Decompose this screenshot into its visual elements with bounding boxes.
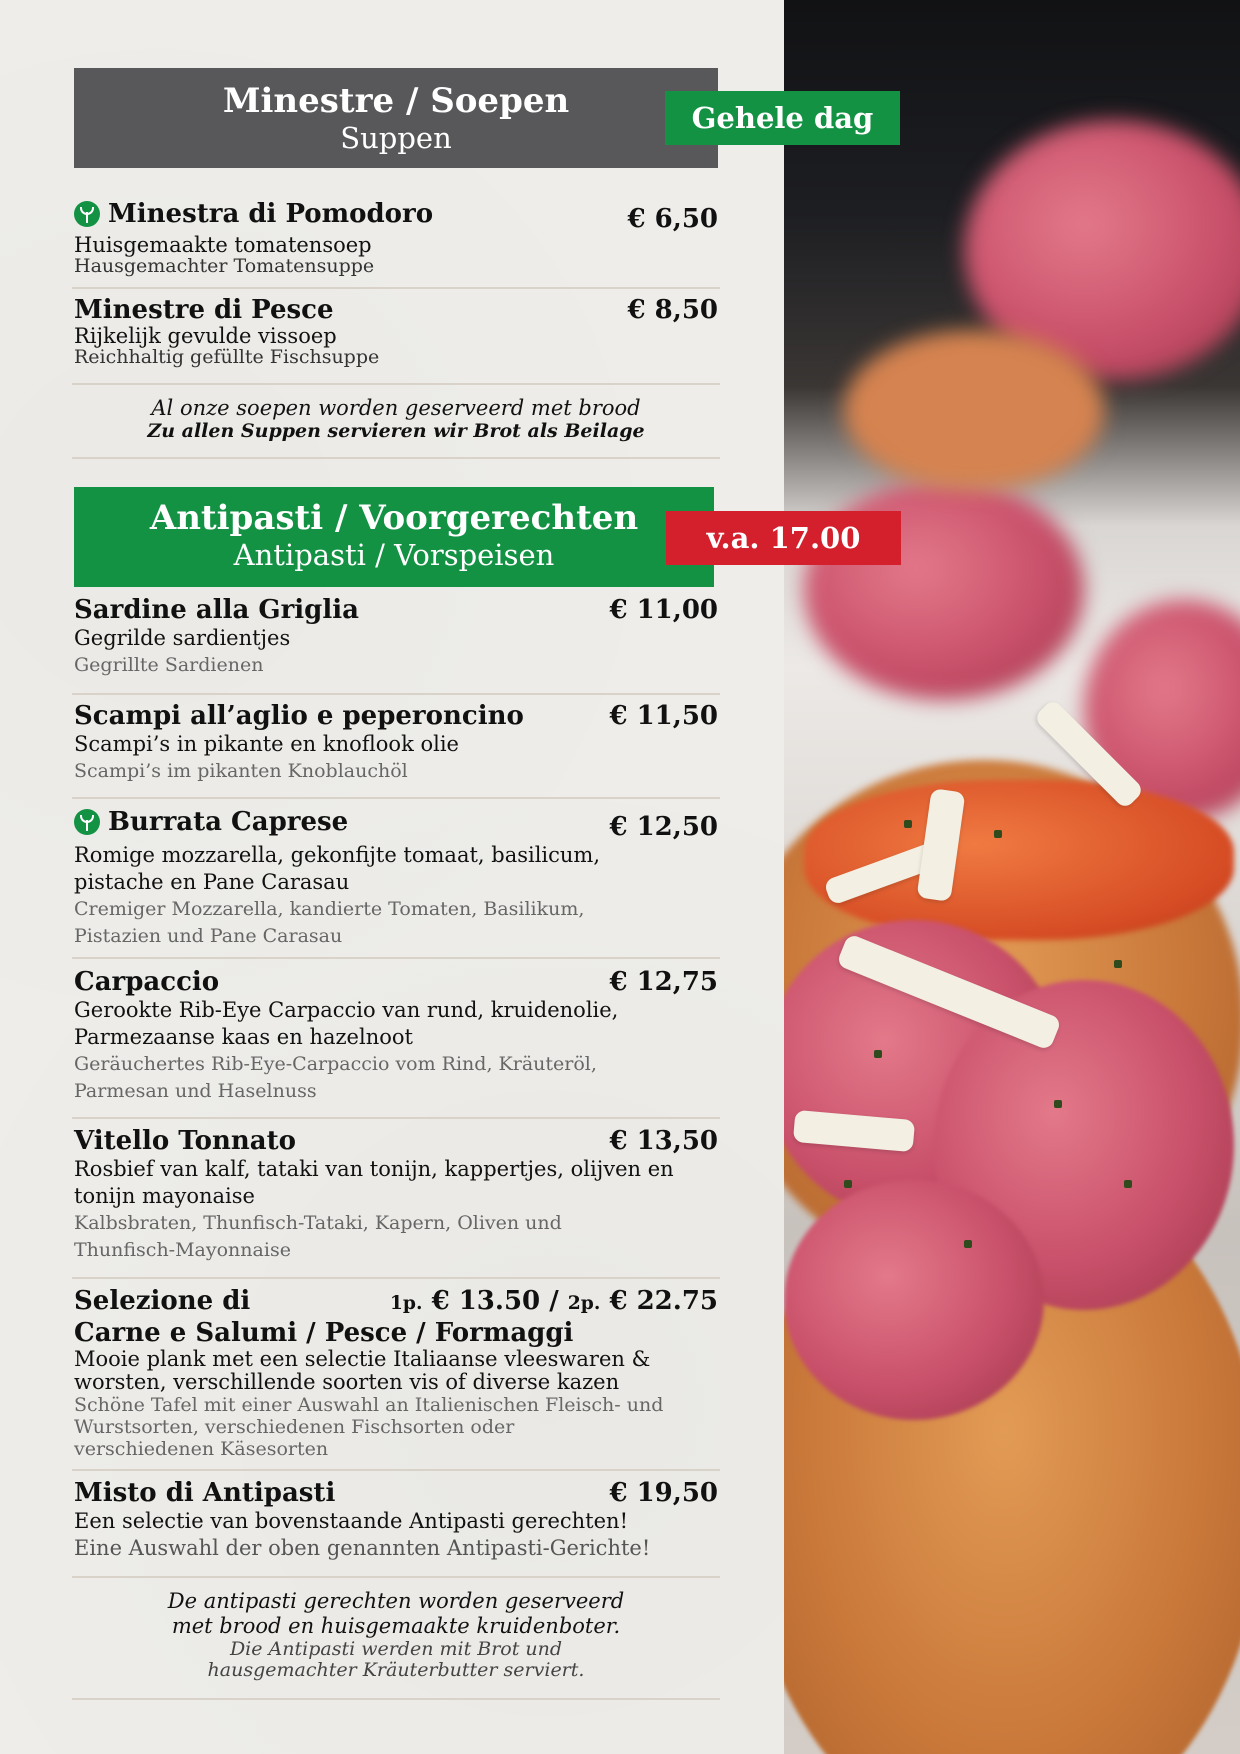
item-description-nl: Een selectie van bovenstaande Antipasti gerechten! — [74, 1509, 629, 1533]
item-description-de: Parmesan und Haselnuss — [74, 1080, 317, 1102]
soups-note-de: Zu allen Suppen servieren wir Brot als Beilage — [147, 420, 645, 442]
item-name: Minestra di Pomodoro — [108, 199, 434, 229]
menu-item-misto — [74, 1478, 718, 1562]
item-description-nl: Romige mozzarella, gekonfijte tomaat, basilicum, — [74, 843, 601, 867]
item-description-de: Reichhaltig gefüllte Fischsuppe — [74, 346, 380, 368]
price-2p: € 22.75 — [609, 1286, 718, 1316]
divider — [72, 1277, 720, 1279]
vegetarian-icon — [74, 809, 100, 835]
antipasti-note-de: Die Antipasti werden mit Brot und — [229, 1638, 563, 1660]
item-description-de: Schöne Tafel mit einer Auswahl an Italienischen Fleisch- und — [74, 1394, 664, 1416]
antipasti-header — [74, 487, 714, 587]
menu-item-selezione — [74, 1286, 718, 1460]
antipasti-note-nl: De antipasti gerechten worden geserveerd — [167, 1589, 625, 1613]
item-price: € 12,75 — [609, 967, 718, 997]
divider — [72, 287, 720, 289]
item-description-de: Hausgemachter Tomatensuppe — [74, 255, 375, 277]
menu-item-minestre-pesce — [74, 295, 718, 367]
menu-item-minestra-pomodoro — [74, 199, 718, 276]
vegetarian-icon — [74, 201, 100, 227]
price-1p: € 13.50 — [431, 1286, 541, 1316]
item-price: € 12,50 — [609, 812, 718, 842]
menu-item-vitello-tonnato — [74, 1126, 718, 1264]
item-description-de: Geräuchertes Rib-Eye-Carpaccio vom Rind, Kräuteröl, — [74, 1053, 597, 1075]
divider — [72, 383, 720, 385]
item-description-nl: Gegrilde sardientjes — [74, 626, 291, 650]
antipasti-availability-tag: v.a. 17.00 — [666, 511, 901, 565]
soups-availability-tag: Gehele dag — [665, 91, 900, 145]
divider — [72, 957, 720, 959]
item-price-combo — [390, 1286, 718, 1318]
item-description-de: Wurstsorten, verschiedenen Fischsorten oder — [74, 1416, 515, 1438]
item-description-de: Scampi’s im pikanten Knoblauchöl — [74, 760, 408, 782]
price-label-2p: 2p. — [567, 1292, 601, 1314]
item-name: Burrata Caprese — [108, 807, 349, 837]
item-description-nl: Rijkelijk gevulde vissoep — [74, 324, 337, 348]
divider — [72, 1469, 720, 1471]
item-description-de: Pistazien und Pane Carasau — [74, 925, 343, 947]
item-description-nl: pistache en Pane Carasau — [74, 870, 350, 894]
item-name: Misto di Antipasti — [74, 1478, 336, 1508]
divider — [72, 1117, 720, 1119]
item-name-line2: Carne e Salumi / Pesce / Formaggi — [74, 1318, 574, 1348]
price-separator: / — [549, 1286, 559, 1316]
soups-header — [74, 68, 718, 168]
soups-note — [74, 396, 718, 442]
menu-item-carpaccio — [74, 967, 718, 1105]
menu-item-burrata — [74, 807, 718, 950]
menu-item-sardine — [74, 595, 718, 679]
price-label-1p: 1p. — [389, 1292, 423, 1314]
item-name: Scampi all’aglio e peperoncino — [74, 701, 524, 731]
divider — [72, 693, 720, 695]
item-description-de: Thunfisch-Mayonnaise — [74, 1239, 291, 1261]
antipasti-note-de: hausgemachter Kräuterbutter serviert. — [207, 1659, 585, 1681]
item-description-de: Eine Auswahl der oben genannten Antipasti-Gerichte! — [74, 1536, 651, 1560]
divider — [72, 457, 720, 459]
item-name: Vitello Tonnato — [74, 1126, 297, 1156]
item-name: Carpaccio — [74, 967, 220, 997]
item-price: € 11,00 — [609, 595, 718, 625]
item-name: Sardine alla Griglia — [74, 595, 359, 625]
item-name: Selezione di — [74, 1286, 251, 1316]
item-description-nl: tonijn mayonaise — [74, 1184, 255, 1208]
soups-note-nl: Al onze soepen worden geserveerd met brood — [151, 396, 641, 420]
item-description-de: Cremiger Mozzarella, kandierte Tomaten, Basilikum, — [74, 898, 585, 920]
soups-title: Minestre / Soepen — [222, 81, 570, 121]
antipasti-subtitle: Antipasti / Vorspeisen — [233, 538, 555, 572]
soups-subtitle: Suppen — [340, 121, 452, 155]
item-description-nl: Scampi’s in pikante en knoflook olie — [74, 732, 459, 756]
food-photo — [784, 0, 1240, 1754]
antipasti-title: Antipasti / Voorgerechten — [149, 498, 639, 538]
antipasti-note — [74, 1589, 718, 1681]
item-description-nl: worsten, verschillende soorten vis of diverse kazen — [74, 1370, 620, 1394]
item-description-nl: Rosbief van kalf, tataki van tonijn, kappertjes, olijven en — [74, 1157, 674, 1181]
item-name: Minestre di Pesce — [74, 295, 334, 325]
item-description-nl: Mooie plank met een selectie Italiaanse vleeswaren & — [74, 1347, 651, 1371]
divider — [72, 1698, 720, 1700]
item-price: € 13,50 — [609, 1126, 718, 1156]
item-description-de: Gegrillte Sardienen — [74, 654, 264, 676]
item-description-de: Kalbsbraten, Thunfisch-Tataki, Kapern, Oliven und — [74, 1212, 562, 1234]
item-description-de: verschiedenen Käsesorten — [74, 1438, 329, 1460]
item-description-nl: Huisgemaakte tomatensoep — [74, 233, 372, 257]
antipasti-note-nl: met brood en huisgemaakte kruidenboter. — [171, 1614, 621, 1638]
item-price: € 6,50 — [627, 204, 718, 234]
item-description-nl: Gerookte Rib-Eye Carpaccio van rund, kruidenolie, — [74, 998, 619, 1022]
item-price: € 8,50 — [627, 295, 718, 325]
item-price: € 19,50 — [609, 1478, 718, 1508]
item-description-nl: Parmezaanse kaas en hazelnoot — [74, 1025, 413, 1049]
divider — [72, 1576, 720, 1578]
menu-item-scampi — [74, 701, 718, 785]
divider — [72, 797, 720, 799]
item-price: € 11,50 — [609, 701, 718, 731]
